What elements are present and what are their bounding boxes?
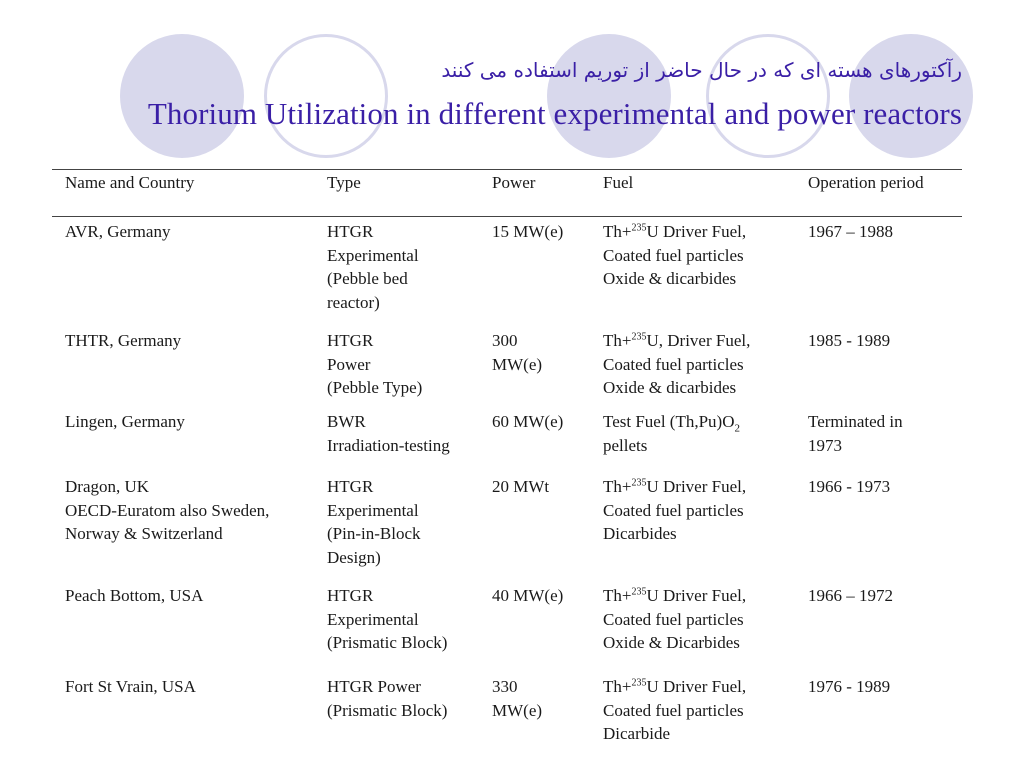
operation-period: 1966 - 1973 (808, 477, 891, 496)
column-header-fuel: Fuel (603, 173, 634, 192)
isotope-mass: 235 (631, 677, 647, 689)
reactor-type: HTGR Experimental (Pebble bed reactor) (327, 222, 419, 312)
reactor-type: HTGR Experimental (Pin-in-Block Design) (327, 477, 421, 567)
reactor-type: HTGR Power (Prismatic Block) (327, 677, 448, 720)
fuel-prefix: Th+ (603, 331, 632, 350)
reactor-fuel (603, 584, 746, 655)
operation-period: 1976 - 1989 (808, 677, 891, 696)
reactor-name: Peach Bottom, USA (65, 586, 204, 605)
reactor-power: 330 MW(e) (492, 677, 543, 720)
operation-period: 1966 – 1972 (808, 586, 893, 605)
operation-period: Terminated in 1973 (808, 412, 903, 455)
reactor-power: 15 MW(e) (492, 222, 564, 241)
fuel-description: U Driver Fuel, Coated fuel particles Oxide & dicarbides (603, 222, 747, 288)
column-header-type: Type (327, 173, 361, 192)
column-header-power: Power (492, 173, 536, 192)
fuel-prefix: Th+ (603, 586, 632, 605)
reactor-power: 40 MW(e) (492, 586, 564, 605)
column-header-name: Name and Country (65, 173, 195, 192)
oxide-subscript: 2 (734, 422, 740, 435)
fuel-description: U Driver Fuel, Coated fuel particles Dicarbides (603, 477, 747, 543)
slide-title-english: Thorium Utilization in different experimental and power reactors (147, 96, 962, 131)
reactor-power: 300 MW(e) (492, 331, 543, 374)
reactor-name: THTR, Germany (65, 331, 182, 350)
reactor-power: 20 MWt (492, 477, 550, 496)
isotope-mass: 235 (631, 222, 647, 234)
isotope-mass: 235 (631, 586, 647, 598)
operation-period: 1967 – 1988 (808, 222, 893, 241)
isotope-mass: 235 (631, 331, 647, 343)
fuel-prefix: Th+ (603, 677, 632, 696)
column-header-period: Operation period (808, 173, 924, 192)
table-top-rule (52, 169, 962, 170)
reactor-fuel (603, 329, 750, 400)
fuel-description: U Driver Fuel, Coated fuel particles Dicarbide (603, 677, 747, 743)
isotope-mass: 235 (631, 477, 647, 489)
reactor-name: AVR, Germany (65, 222, 171, 241)
operation-period: 1985 - 1989 (808, 331, 891, 350)
fuel-prefix: Th+ (603, 222, 632, 241)
reactor-fuel (603, 675, 746, 746)
reactor-type: BWR Irradiation-testing (327, 412, 450, 455)
slide-title-persian: رآکتورهای هسته ای که در حال حاضر از توریم استفاده می کنند (441, 58, 962, 82)
reactor-power: 60 MW(e) (492, 412, 564, 431)
fuel-description: U Driver Fuel, Coated fuel particles Oxide & Dicarbides (603, 586, 747, 652)
reactor-fuel (603, 220, 746, 291)
reactor-name: Fort St Vrain, USA (65, 677, 196, 696)
fuel-prefix: Th+ (603, 477, 632, 496)
fuel-description: U, Driver Fuel, Coated fuel particles Oxide & dicarbides (603, 331, 751, 397)
reactor-name: Lingen, Germany (65, 412, 185, 431)
fuel-form: pellets (603, 435, 648, 455)
reactor-name: Dragon, UK OECD-Euratom also Sweden, Norway & Switzerland (65, 477, 270, 543)
table-header-rule (52, 216, 962, 217)
reactor-type: HTGR Experimental (Prismatic Block) (327, 586, 448, 652)
reactor-type: HTGR Power (Pebble Type) (327, 331, 423, 397)
fuel-description: Test Fuel (Th,Pu)O (603, 412, 735, 431)
reactor-fuel (603, 410, 740, 457)
reactor-fuel (603, 475, 746, 546)
